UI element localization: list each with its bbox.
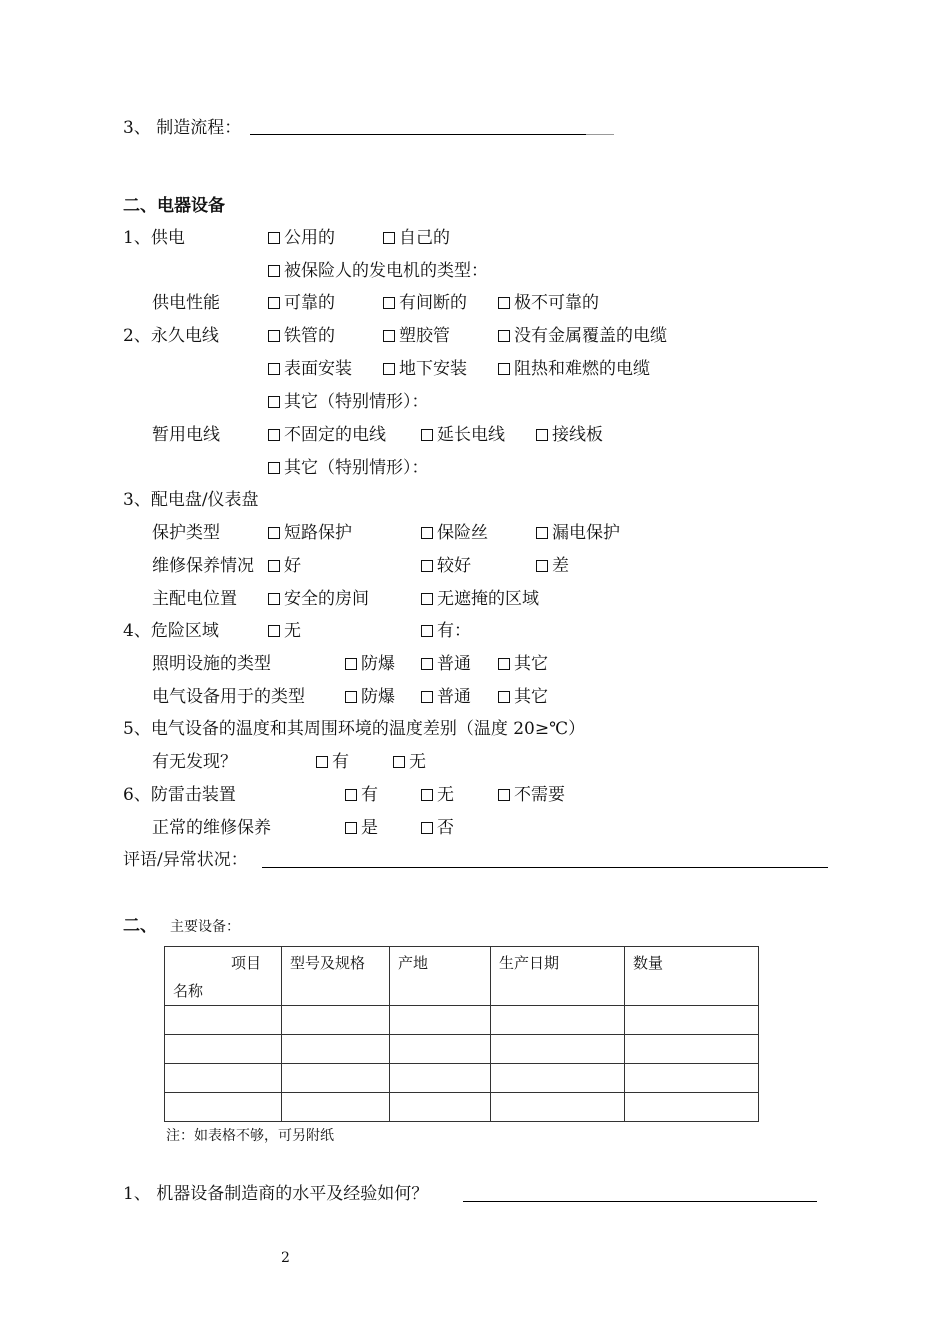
table-row xyxy=(165,1006,759,1035)
section-electrical-title: 二、电器设备 xyxy=(123,196,225,216)
checkbox-icon[interactable] xyxy=(498,789,510,801)
question-manufacturer-underline[interactable] xyxy=(463,1201,817,1202)
checkbox-lighting-other[interactable]: 其它 xyxy=(498,654,548,674)
perm-wire-label: 2、永久电线 xyxy=(123,326,219,346)
table-row xyxy=(165,1093,759,1122)
checkbox-no-metal[interactable]: 没有金属覆盖的电缆 xyxy=(498,326,667,346)
process-label: 3、 制造流程： xyxy=(123,118,242,138)
checkbox-icon[interactable] xyxy=(498,658,510,670)
checkbox-lighting-normal[interactable]: 普通 xyxy=(421,654,471,674)
checkbox-icon[interactable] xyxy=(383,297,395,309)
checkbox-icon[interactable] xyxy=(268,232,280,244)
checkbox-poor[interactable]: 差 xyxy=(536,556,569,576)
checkbox-good[interactable]: 好 xyxy=(268,556,301,576)
checkbox-icon[interactable] xyxy=(421,625,433,637)
header-item-text: 项目 xyxy=(231,954,262,972)
checkbox-public[interactable]: 公用的 xyxy=(268,228,335,248)
table-cell[interactable] xyxy=(625,1093,759,1122)
checkbox-maint-yes[interactable]: 是 xyxy=(345,818,378,838)
checkbox-danger-has[interactable]: 有： xyxy=(421,621,471,641)
temp-wire-label: 暂用电线 xyxy=(152,425,220,445)
panel-label: 3、配电盘/仪表盘 xyxy=(123,490,259,510)
checkbox-leak[interactable]: 漏电保护 xyxy=(536,523,620,543)
checkbox-intermittent[interactable]: 有间断的 xyxy=(383,293,467,313)
checkbox-icon[interactable] xyxy=(268,593,280,605)
checkbox-icon[interactable] xyxy=(268,429,280,441)
section-equipment-number: 二、 xyxy=(123,916,157,936)
process-underline[interactable] xyxy=(250,134,586,135)
checkbox-icon[interactable] xyxy=(268,560,280,572)
checkbox-extension[interactable]: 延长电线 xyxy=(421,425,505,445)
section-equipment-title: 主要设备： xyxy=(170,919,240,935)
checkbox-underground[interactable]: 地下安装 xyxy=(383,359,467,379)
checkbox-icon[interactable] xyxy=(345,789,357,801)
table-note: 注：如表格不够，可另附纸 xyxy=(166,1128,334,1144)
table-cell[interactable] xyxy=(282,1035,390,1064)
checkbox-icon[interactable] xyxy=(383,363,395,375)
checkbox-icon[interactable] xyxy=(498,297,510,309)
checkbox-icon[interactable] xyxy=(536,560,548,572)
checkbox-reliable[interactable]: 可靠的 xyxy=(268,293,335,313)
header-name-text: 名称 xyxy=(173,982,204,1000)
checkbox-icon[interactable] xyxy=(498,363,510,375)
danger-label: 4、危险区域 xyxy=(123,621,219,641)
perf-label: 供电性能 xyxy=(152,293,220,313)
checkbox-icon[interactable] xyxy=(268,527,280,539)
table-cell[interactable] xyxy=(390,1006,491,1035)
checkbox-icon[interactable] xyxy=(268,265,280,277)
checkbox-icon[interactable] xyxy=(421,429,433,441)
checkbox-icon[interactable] xyxy=(345,691,357,703)
checkbox-found-yes[interactable]: 有 xyxy=(316,752,349,772)
table-cell[interactable] xyxy=(282,1093,390,1122)
header-item xyxy=(165,947,282,1006)
checkbox-lightning-no[interactable]: 无 xyxy=(421,785,454,805)
checkbox-loose[interactable]: 不固定的电线 xyxy=(268,425,386,445)
checkbox-icon[interactable] xyxy=(268,297,280,309)
header-origin: 产地 xyxy=(390,947,491,1006)
checkbox-surface[interactable]: 表面安装 xyxy=(268,359,352,379)
table-header-row xyxy=(165,947,759,1006)
checkbox-lightning-not-needed[interactable]: 不需要 xyxy=(498,785,565,805)
checkbox-found-no[interactable]: 无 xyxy=(393,752,426,772)
checkbox-lighting-ex[interactable]: 防爆 xyxy=(345,654,395,674)
checkbox-own[interactable]: 自己的 xyxy=(383,228,450,248)
table-cell[interactable] xyxy=(491,1093,625,1122)
table-cell[interactable] xyxy=(165,1064,282,1093)
supply-label: 1、供电 xyxy=(123,228,185,248)
checkbox-icon[interactable] xyxy=(316,756,328,768)
question-manufacturer-label: 1、 机器设备制造商的水平及经验如何？ xyxy=(123,1184,429,1204)
lighting-label: 照明设施的类型 xyxy=(152,654,271,674)
checkbox-icon[interactable] xyxy=(536,527,548,539)
checkbox-strip[interactable]: 接线板 xyxy=(536,425,603,445)
table-cell[interactable] xyxy=(282,1006,390,1035)
checkbox-electric-normal[interactable]: 普通 xyxy=(421,687,471,707)
checkbox-icon[interactable] xyxy=(421,789,433,801)
normal-maint-label: 正常的维修保养 xyxy=(152,818,271,838)
checkbox-icon[interactable] xyxy=(383,330,395,342)
checkbox-icon[interactable] xyxy=(268,462,280,474)
checkbox-icon[interactable] xyxy=(421,527,433,539)
found-label: 有无发现？ xyxy=(152,752,237,772)
checkbox-icon[interactable] xyxy=(393,756,405,768)
maint-label: 维修保养情况 xyxy=(152,556,254,576)
table-cell[interactable] xyxy=(390,1064,491,1093)
table-cell[interactable] xyxy=(625,1006,759,1035)
checkbox-flame[interactable]: 阻热和难燃的电缆 xyxy=(498,359,650,379)
checkbox-icon[interactable] xyxy=(421,658,433,670)
remarks-underline[interactable] xyxy=(262,867,828,868)
table-cell[interactable] xyxy=(165,1035,282,1064)
checkbox-icon[interactable] xyxy=(345,658,357,670)
table-cell[interactable] xyxy=(491,1006,625,1035)
checkbox-fuse[interactable]: 保险丝 xyxy=(421,523,488,543)
table-cell[interactable] xyxy=(165,1006,282,1035)
page-number: 2 xyxy=(281,1250,290,1266)
header-date: 生产日期 xyxy=(491,947,625,1006)
checkbox-fair[interactable]: 较好 xyxy=(421,556,471,576)
table-cell[interactable] xyxy=(491,1064,625,1093)
checkbox-icon[interactable] xyxy=(383,232,395,244)
table-cell[interactable] xyxy=(165,1093,282,1122)
checkbox-generator[interactable]: 被保险人的发电机的类型： xyxy=(268,261,488,281)
table-cell[interactable] xyxy=(390,1035,491,1064)
checkbox-icon[interactable] xyxy=(421,560,433,572)
checkbox-icon[interactable] xyxy=(498,330,510,342)
table-cell[interactable] xyxy=(282,1064,390,1093)
table-row xyxy=(165,1064,759,1093)
checkbox-icon[interactable] xyxy=(268,363,280,375)
table-cell[interactable] xyxy=(390,1093,491,1122)
checkbox-perm-other[interactable]: 其它（特别情形）： xyxy=(268,392,429,412)
table-cell[interactable] xyxy=(491,1035,625,1064)
checkbox-short[interactable]: 短路保护 xyxy=(268,523,352,543)
checkbox-unreliable[interactable]: 极不可靠的 xyxy=(498,293,599,313)
checkbox-electric-other[interactable]: 其它 xyxy=(498,687,548,707)
checkbox-icon[interactable] xyxy=(421,593,433,605)
checkbox-electric-ex[interactable]: 防爆 xyxy=(345,687,395,707)
checkbox-icon[interactable] xyxy=(268,625,280,637)
checkbox-open-area[interactable]: 无遮掩的区域 xyxy=(421,589,539,609)
table-cell[interactable] xyxy=(625,1064,759,1093)
header-qty: 数量 xyxy=(625,947,759,1006)
process-underline-tail xyxy=(586,134,614,135)
table-row xyxy=(165,1035,759,1064)
checkbox-safe-room[interactable]: 安全的房间 xyxy=(268,589,369,609)
checkbox-icon[interactable] xyxy=(421,822,433,834)
tempdiff-label: 5、电气设备的温度和其周围环境的温度差别（温度 20≥℃） xyxy=(123,719,586,739)
checkbox-danger-none[interactable]: 无 xyxy=(268,621,301,641)
checkbox-icon[interactable] xyxy=(268,396,280,408)
checkbox-maint-no[interactable]: 否 xyxy=(421,818,454,838)
checkbox-lightning-yes[interactable]: 有 xyxy=(345,785,378,805)
header-model: 型号及规格 xyxy=(282,947,390,1006)
electric-type-label: 电气设备用于的类型 xyxy=(152,687,305,707)
equipment-table xyxy=(164,946,759,1122)
remarks-label: 评语/异常状况： xyxy=(123,850,248,870)
checkbox-icon[interactable] xyxy=(345,822,357,834)
table-cell[interactable] xyxy=(625,1035,759,1064)
location-label: 主配电位置 xyxy=(152,589,237,609)
checkbox-plastic[interactable]: 塑胶管 xyxy=(383,326,450,346)
protect-label: 保护类型 xyxy=(152,523,220,543)
lightning-label: 6、防雷击装置 xyxy=(123,785,236,805)
checkbox-icon[interactable] xyxy=(268,330,280,342)
checkbox-icon[interactable] xyxy=(421,691,433,703)
checkbox-iron[interactable]: 铁管的 xyxy=(268,326,335,346)
checkbox-icon[interactable] xyxy=(498,691,510,703)
checkbox-icon[interactable] xyxy=(536,429,548,441)
checkbox-temp-other[interactable]: 其它（特别情形）： xyxy=(268,458,429,478)
